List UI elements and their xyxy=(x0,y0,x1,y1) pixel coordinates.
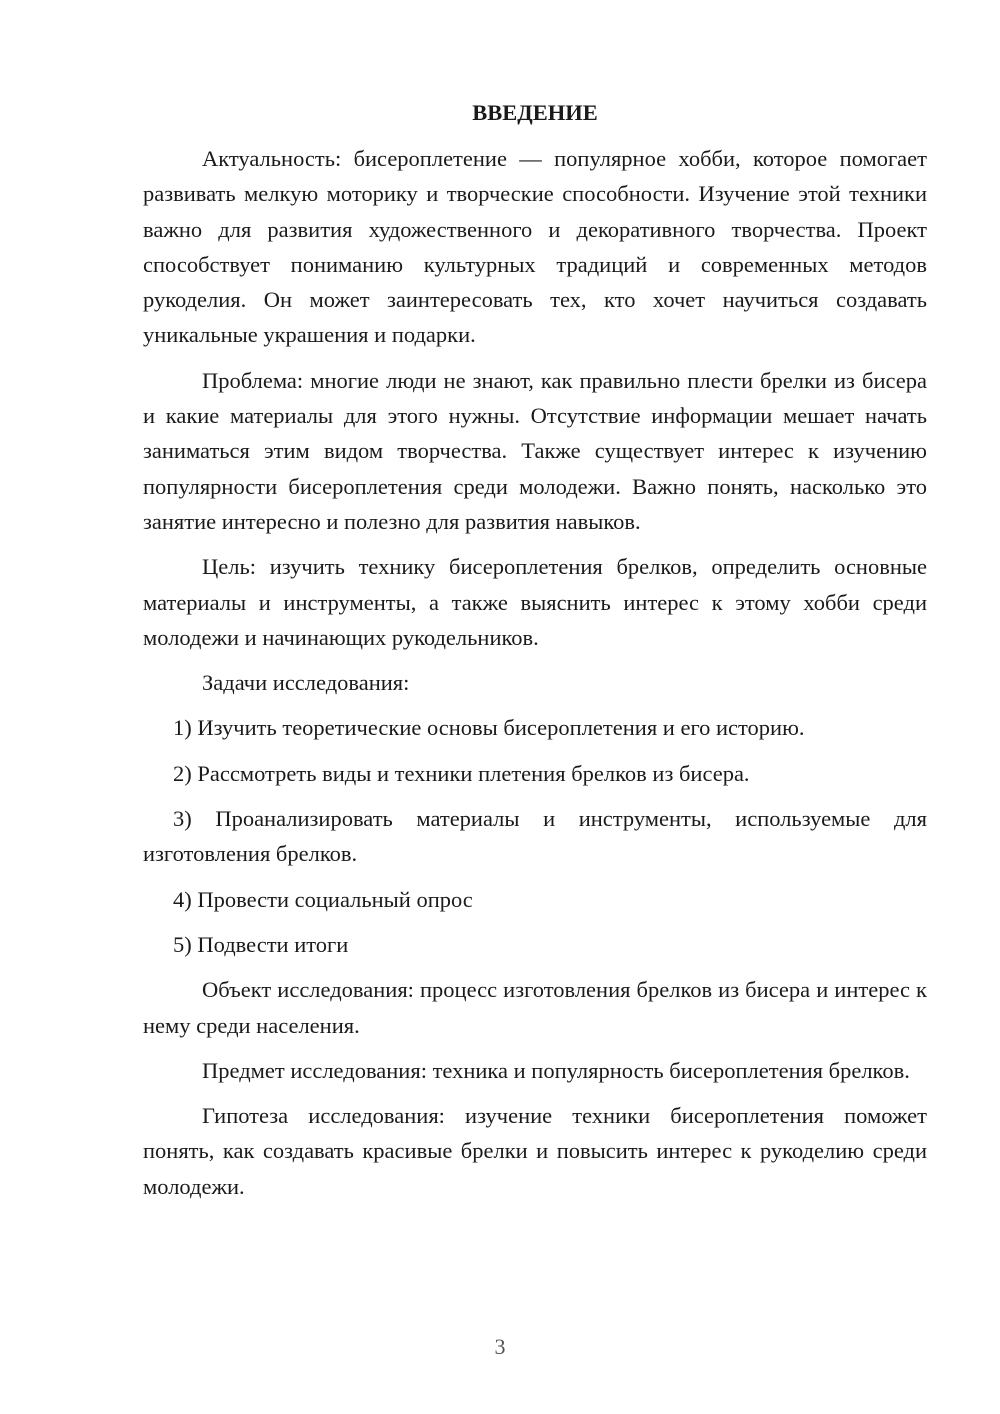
task-item-1: 1) Изучить теоретические основы бисероплетения и его историю. xyxy=(173,715,805,741)
page-number: 3 xyxy=(494,1334,506,1359)
hypothesis-paragraph: Гипотеза исследования: изучение техники бисероплетения поможет понять, как создавать красивые брелки и повысить интерес к рукоделию среди молодежи. xyxy=(143,1103,927,1199)
page-content xyxy=(143,95,927,1214)
task-item-4: 4) Провести социальный опрос xyxy=(173,886,473,912)
problem-paragraph: Проблема: многие люди не знают, как правильно плести брелки из бисера и какие материалы для этого нужны. Отсутствие информации мешает начать заниматься этим видом творчества. Также существует интерес к изучению популярности бисероплетения среди молодежи. Важно понять, насколько это занятие интересно и полезно для развития навыков. xyxy=(143,367,927,534)
task-item-3: 3) Проанализировать материалы и инструменты, используемые для изготовления брелков. xyxy=(143,806,927,867)
subject-paragraph: Предмет исследования: техника и популярность бисероплетения брелков. xyxy=(202,1057,910,1083)
goal-paragraph: Цель: изучить технику бисероплетения брелков, определить основные материалы и инструменты, а также выяснить интерес к этому хобби среди молодежи и начинающих рукодельников. xyxy=(143,554,927,650)
tasks-heading: Задачи исследования: xyxy=(202,670,410,696)
section-title: ВВЕДЕНИЕ xyxy=(472,100,598,125)
task-item-2: 2) Рассмотреть виды и техники плетения брелков из бисера. xyxy=(173,760,750,786)
object-paragraph: Объект исследования: процесс изготовления брелков из бисера и интерес к нему среди населения. xyxy=(143,977,927,1038)
relevance-paragraph: Актуальность: бисероплетение — популярное хобби, которое помогает развивать мелкую моторику и творческие способности. Изучение этой техники важно для развития художественного и декоративного творчества. Проект способствует пониманию культурных традиций и современных методов рукоделия. Он может заинтересовать тех, кто хочет научиться создавать уникальные украшения и подарки. xyxy=(143,146,927,348)
task-item-5: 5) Подвести итоги xyxy=(173,931,349,957)
